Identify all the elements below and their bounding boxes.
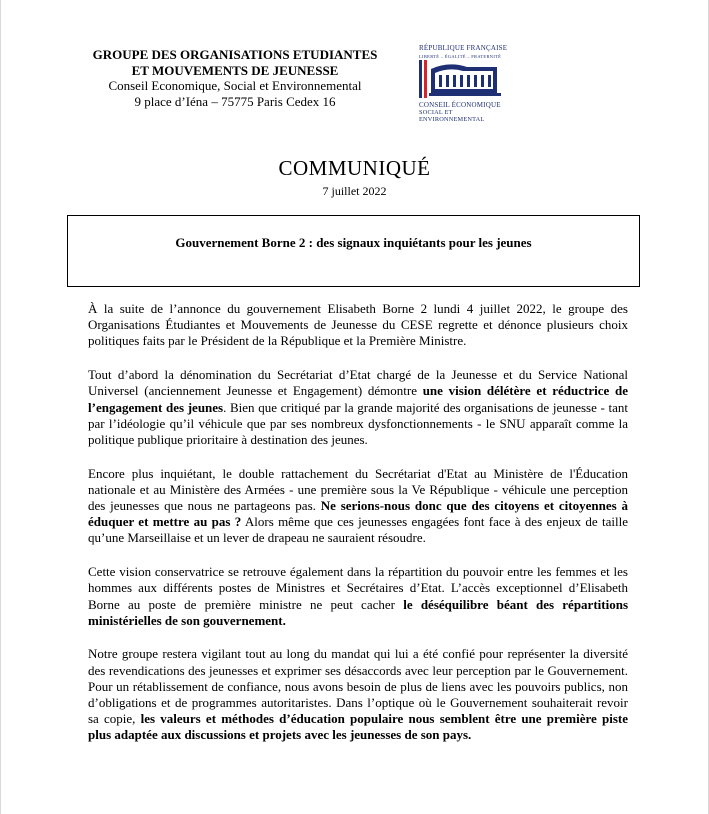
tricolor-white-icon xyxy=(422,60,424,98)
headline-box xyxy=(67,215,640,287)
tricolor-blue-icon xyxy=(419,60,422,98)
headline: Gouvernement Borne 2 : des signaux inquiétants pour les jeunes xyxy=(175,235,532,250)
org-name-line2: ET MOUVEMENTS DE JEUNESSE xyxy=(131,62,339,78)
cese-logo xyxy=(415,44,515,124)
org-name-line1: GROUPE DES ORGANISATIONS ETUDIANTES xyxy=(92,47,378,62)
paragraph-4-text: Cette vision conservatrice se retrouve également dans la répartition du pouvoir entre les femmes et les hommes aux différents postes de Ministres et Secrétaires d’Etat. L’accès exceptionnel d’Elisabeth Borne au poste de première ministre ne peut cacher xyxy=(88,564,628,612)
paragraph-1 xyxy=(88,301,628,350)
palais-iena-icon xyxy=(419,59,509,99)
logo-council-line2: SOCIAL ET ENVIRONNEMENTAL xyxy=(419,109,485,123)
paragraph-4-emphasis: le déséquilibre béant des répartitions ministérielles de son gouvernement. xyxy=(88,596,629,628)
paragraph-5-text: Notre groupe restera vigilant tout au long du mandat qui lui a été confié pour représenter la diversité des revendications des jeunesses et exprimer ses désaccords avec leur perception par le Gouvernement. Pour un rétablissement de confiance, nous avons besoin de plus de liens avec les pouvoirs publics, non d’obligations et de programmes autoritaristes. Dans l’optique où le Gouvernement souhaiterait revoir sa copie, xyxy=(88,646,628,727)
paragraph-3-text-end: Alors même que ces jeunesses engagées font face à des enjeux de taille qu’une Marseillaise et un lever de drapeau ne sauraient résoudre. xyxy=(88,514,628,546)
date: 7 juillet 2022 xyxy=(322,184,387,198)
paragraph-2 xyxy=(88,367,628,448)
paragraph-3-text: Encore plus inquiétant, le double rattachement du Secrétariat d'Etat au Ministère de l'Éducation nationale et au Ministère des Armées - une première sous la Ve République - véhicule une perception des jeunesses que nous ne partageons pas. xyxy=(88,465,628,514)
paragraph-1-text: À la suite de l’annonce du gouvernement Elisabeth Borne 2 lundi 4 juillet 2022, le groupe des Organisations Étudiantes et Mouvements de Jeunesse du CESE regrette et dénonce plusieurs choix politiques faits par le Président de la République et la Première Ministre. xyxy=(88,301,628,349)
paragraph-5-emphasis: les valeurs et méthodes d’éducation populaire nous semblent être une première piste plus adaptée aux discussions et projets avec les jeunesses de son pays. xyxy=(88,711,629,743)
paragraph-2-emphasis: une vision délétère et réductrice de l’engagement des jeunes xyxy=(88,383,628,415)
logo-council-line1: CONSEIL ÉCONOMIQUE xyxy=(419,101,501,109)
logo-motto-text: LIBERTÉ – ÉGALITÉ – FRATERNITÉ xyxy=(419,54,502,59)
organization-header xyxy=(60,47,410,109)
paragraph-3-emphasis: Ne serions-nous donc que des citoyens et citoyennes à éduquer et mettre au pas ? xyxy=(88,498,629,530)
tricolor-red-icon xyxy=(424,60,427,98)
paragraph-2-text-end: . Bien que critiqué par la grande majorité des organisations de jeunesse - tant par l’idéologie qu’il véhicule que par ses nombreux dysfonctionnements - le SNU apparaît comme la politique publique prioritaire à destination des jeunes. xyxy=(88,399,628,447)
logo-republic-text: RÉPUBLIQUE FRANÇAISE xyxy=(419,44,508,52)
paragraph-3 xyxy=(88,466,628,547)
address: 9 place d’Iéna – 75775 Paris Cedex 16 xyxy=(134,93,336,109)
paragraph-4 xyxy=(88,564,628,629)
paragraph-2-text: Tout d’abord la dénomination du Secrétariat d’Etat chargé de la Jeunesse et du Service National Universel (anciennement Jeunesse et Engagement) démontre xyxy=(88,367,628,399)
paragraph-5 xyxy=(88,646,628,743)
body-text xyxy=(88,301,628,761)
page-edge-left xyxy=(0,0,1,814)
council-name: Conseil Economique, Social et Environnemental xyxy=(108,78,362,93)
page-title: COMMUNIQUÉ xyxy=(278,156,431,180)
